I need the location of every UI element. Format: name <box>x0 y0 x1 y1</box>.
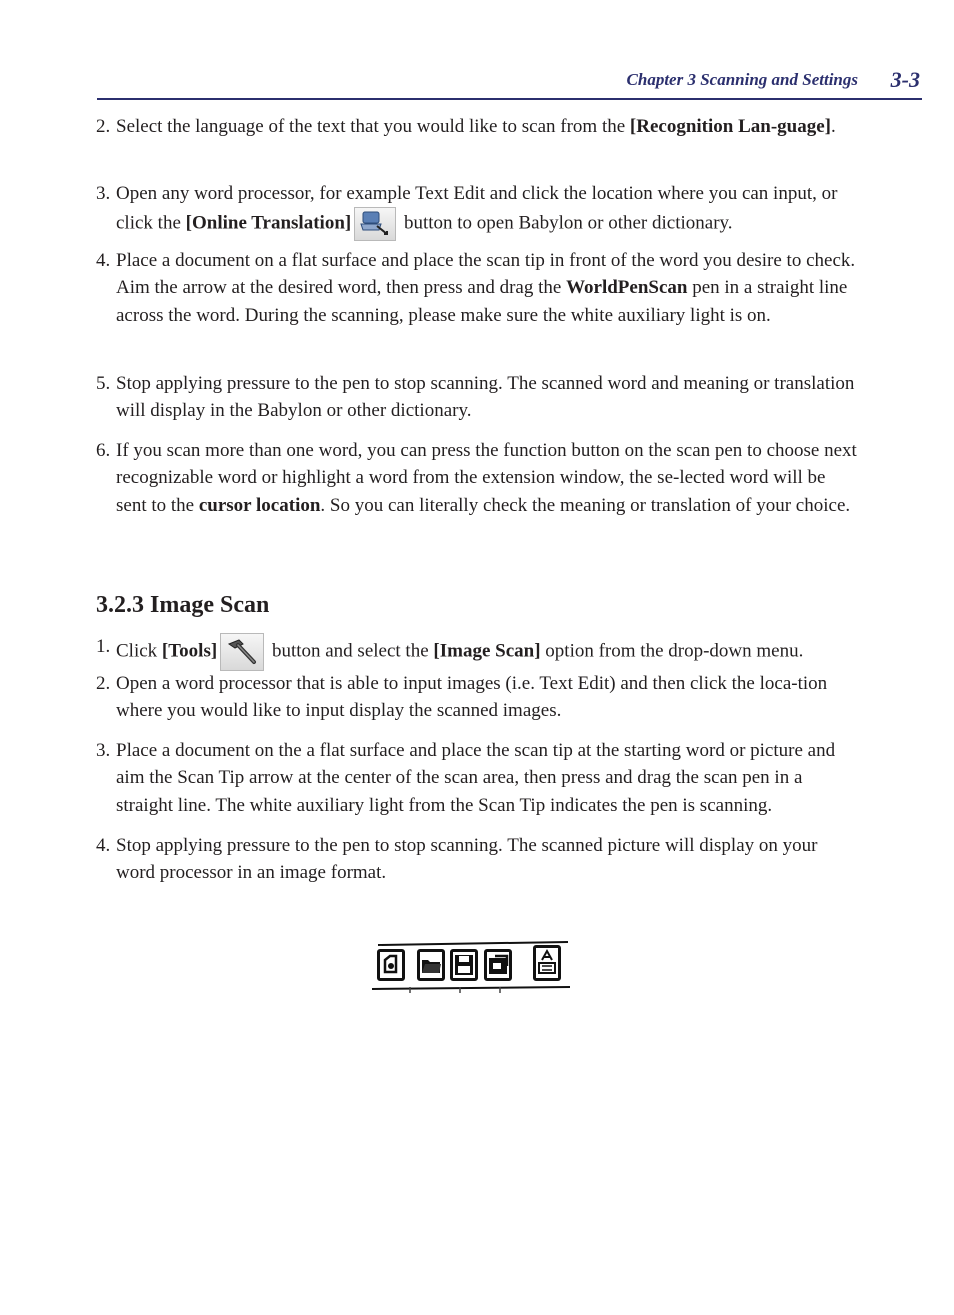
text-run: Click <box>116 640 162 662</box>
item-number: 3. <box>96 183 111 204</box>
item-number: 3. <box>96 740 111 761</box>
item-number: 2. <box>96 673 111 694</box>
text-run: Open any word processor, for example Text Edit and click the location where you can input, or click the <box>116 183 838 234</box>
item-number: 6. <box>96 440 111 461</box>
text-run: Select the language of the text that you would like to scan from the <box>116 116 630 137</box>
list-item <box>96 113 858 140</box>
item-text <box>96 370 858 425</box>
bold-term: [Image Scan] <box>433 640 541 662</box>
export-icon <box>484 949 512 981</box>
online-translation-icon <box>354 207 396 241</box>
text-run: If you scan more than one word, you can press the function button on the scan pen to choose next recognizable word or highlight a word from the extension window, the se-lected word will be sent to the <box>116 440 857 516</box>
list-item <box>96 370 858 425</box>
text-run: option from the drop-down menu. <box>540 640 804 662</box>
item-number: 2. <box>96 116 111 137</box>
bold-term: [Tools] <box>161 640 218 662</box>
item-number: 5. <box>96 373 111 394</box>
section-title: 3.2.3 Image Scan <box>96 592 270 618</box>
text-image-icon <box>533 945 561 981</box>
list-item <box>96 670 858 725</box>
list-item <box>96 437 858 519</box>
item-number: 4. <box>96 250 111 271</box>
bold-term: cursor location <box>198 494 321 516</box>
list-item <box>96 737 858 819</box>
item-text <box>96 180 858 241</box>
item-number: 4. <box>96 835 111 856</box>
text-run: Open a word processor that is able to input images (i.e. Text Edit) and then click the loca-tion where you would like to input display the scanned images. <box>116 673 828 722</box>
text-run: Stop applying pressure to the pen to stop scanning. The scanned picture will display on your word processor in an image format. <box>116 835 818 884</box>
bold-term: [Online Translation] <box>185 212 352 234</box>
item-text <box>96 832 858 887</box>
bold-term: WorldPenScan <box>566 277 688 299</box>
item-number: 1. <box>96 636 111 657</box>
item-text <box>96 737 858 819</box>
item-text <box>96 670 858 725</box>
open-folder-icon <box>417 949 445 981</box>
text-run: . So you can literally check the meaning or translation of your choice. <box>320 494 851 516</box>
item-text <box>96 247 858 329</box>
list-item <box>96 247 858 329</box>
chapter-title: Chapter 3 Scanning and Settings <box>626 70 858 89</box>
list-item <box>96 832 858 887</box>
text-run: button to open Babylon or other dictionary. <box>399 212 733 234</box>
bold-term: [Recognition Lan-guage] <box>629 116 831 137</box>
scan-toolbar-image <box>370 939 572 993</box>
text-run: . <box>831 116 836 137</box>
page-header <box>97 66 922 100</box>
list-item <box>96 180 858 241</box>
save-icon <box>450 949 478 981</box>
tools-icon <box>220 633 264 671</box>
text-run: Place a document on the a flat surface and place the scan tip at the starting word or picture and aim the Scan Tip arrow at the center of the scan area, then press and drag the scan pen in a straight line. The white auxiliary light from the Scan Tip indicates the pen is scanning. <box>116 740 836 816</box>
page-number: 3-3 <box>890 67 920 92</box>
item-text <box>96 437 858 519</box>
new-icon <box>377 949 405 981</box>
text-run: button and select the <box>267 640 434 662</box>
text-run: pen in a straight line across the word. During the scanning, please make sure the white auxiliary light is on. <box>116 277 848 326</box>
item-text <box>96 633 858 671</box>
text-run: Place a document on a flat surface and place the scan tip in front of the word you desire to check. Aim the arrow at the desired word, then press and drag the <box>116 250 856 299</box>
list-item <box>96 633 858 671</box>
item-text <box>96 113 858 140</box>
text-run: Stop applying pressure to the pen to stop scanning. The scanned word and meaning or translation will display in the Babylon or other dictionary. <box>116 373 855 422</box>
